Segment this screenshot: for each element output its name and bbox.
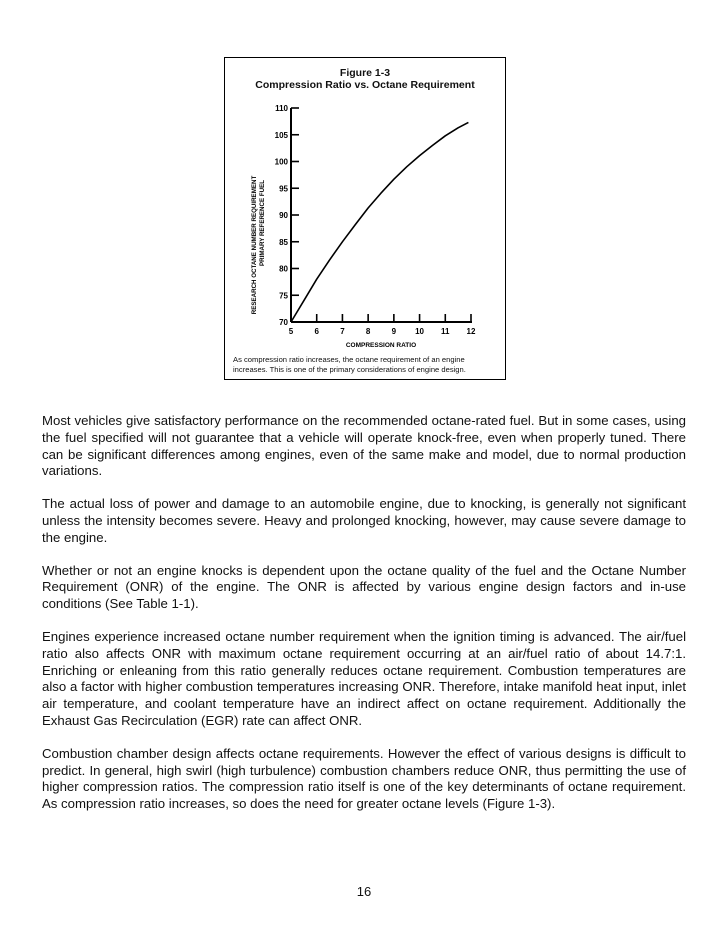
paragraph-4: Engines experience increased octane number requirement when the ignition timing is advanced. The air/fuel ratio also affects ONR with maximum octane requirement occurring at an air/fuel ratio of about 14.7:1. Enriching or enleaning from this ratio generally reduces octane requirement. Combustion temperatures are also a factor with higher combustion temperatures increasing ONR. Therefore, intake manifold heat input, inlet air temperature, and coolant temperature have an indirect affect on octane requirement. Additionally the Exhaust Gas Recirculation (EGR) rate can affect ONR. [42, 628, 686, 728]
x-tick-label-7: 7 [340, 327, 345, 336]
y-tick-label-100: 100 [274, 157, 288, 167]
chart-axes [291, 108, 472, 322]
chart-ticks [275, 104, 476, 336]
x-tick-label-10: 10 [415, 327, 425, 336]
chart-svg [225, 58, 505, 379]
x-tick-label-6: 6 [314, 327, 319, 336]
x-tick-label-11: 11 [441, 327, 450, 336]
chart-series [291, 122, 468, 322]
x-tick-label-9: 9 [391, 327, 397, 336]
paragraph-3: Whether or not an engine knocks is dependent upon the octane quality of the fuel and the Octane Number Requirement (ONR) of the engine. The ONR is affected by various engine design factors and in-use conditions (See Table 1-1). [42, 562, 686, 612]
x-tick-label-12: 12 [466, 327, 476, 336]
y-tick-label-75: 75 [279, 291, 288, 301]
y-tick-label-70: 70 [279, 318, 288, 327]
y-tick-label-110: 110 [275, 104, 288, 113]
y-tick-label-80: 80 [279, 264, 288, 274]
paragraph-5: Combustion chamber design affects octane requirements. However the effect of various designs is difficult to predict. In general, high swirl (high turbulence) combustion chambers reduce ONR, thus permitting the use of higher compression ratios. The compression ratio itself is one of the key determinants of octane requirement. As compression ratio increases, so does the need for greater octane levels (Figure 1-3). [42, 745, 686, 812]
y-tick-label-85: 85 [279, 237, 288, 247]
body-text [42, 413, 686, 829]
figure-number: Figure 1-3 [339, 67, 391, 79]
y-tick-label-105: 105 [274, 130, 288, 140]
figure-title: Compression Ratio vs. Octane Requirement [255, 79, 475, 91]
y-axis-sublabel: PRIMARY REFERENCE FUEL [259, 180, 266, 266]
y-tick-label-95: 95 [279, 184, 288, 194]
y-axis-label: RESEARCH OCTANE NUMBER REQUIREMENT [251, 175, 258, 315]
x-axis-label: COMPRESSION RATIO [345, 342, 417, 349]
paragraph-1: Most vehicles give satisfactory performance on the recommended octane-rated fuel. But in some cases, using the fuel specified will not guarantee that a vehicle will operate knock-free, even when properly tuned. There can be significant differences among engines, even of the same make and model, due to normal production variations. [42, 413, 686, 479]
paragraph-2: The actual loss of power and damage to an automobile engine, due to knocking, is generally not significant unless the intensity becomes severe. Heavy and prolonged knocking, however, may cause severe damage to the engine. [42, 496, 686, 545]
y-tick-label-90: 90 [279, 211, 288, 220]
x-tick-label-8: 8 [365, 327, 371, 336]
page-number: 16 [356, 884, 372, 899]
figure-caption: As compression ratio increases, the octane requirement of an engine increases. This is one of the primary considerations of engine design. [233, 355, 466, 374]
series-line-0 [291, 122, 468, 322]
figure-1-3 [224, 57, 506, 380]
x-tick-label-5: 5 [288, 327, 294, 336]
